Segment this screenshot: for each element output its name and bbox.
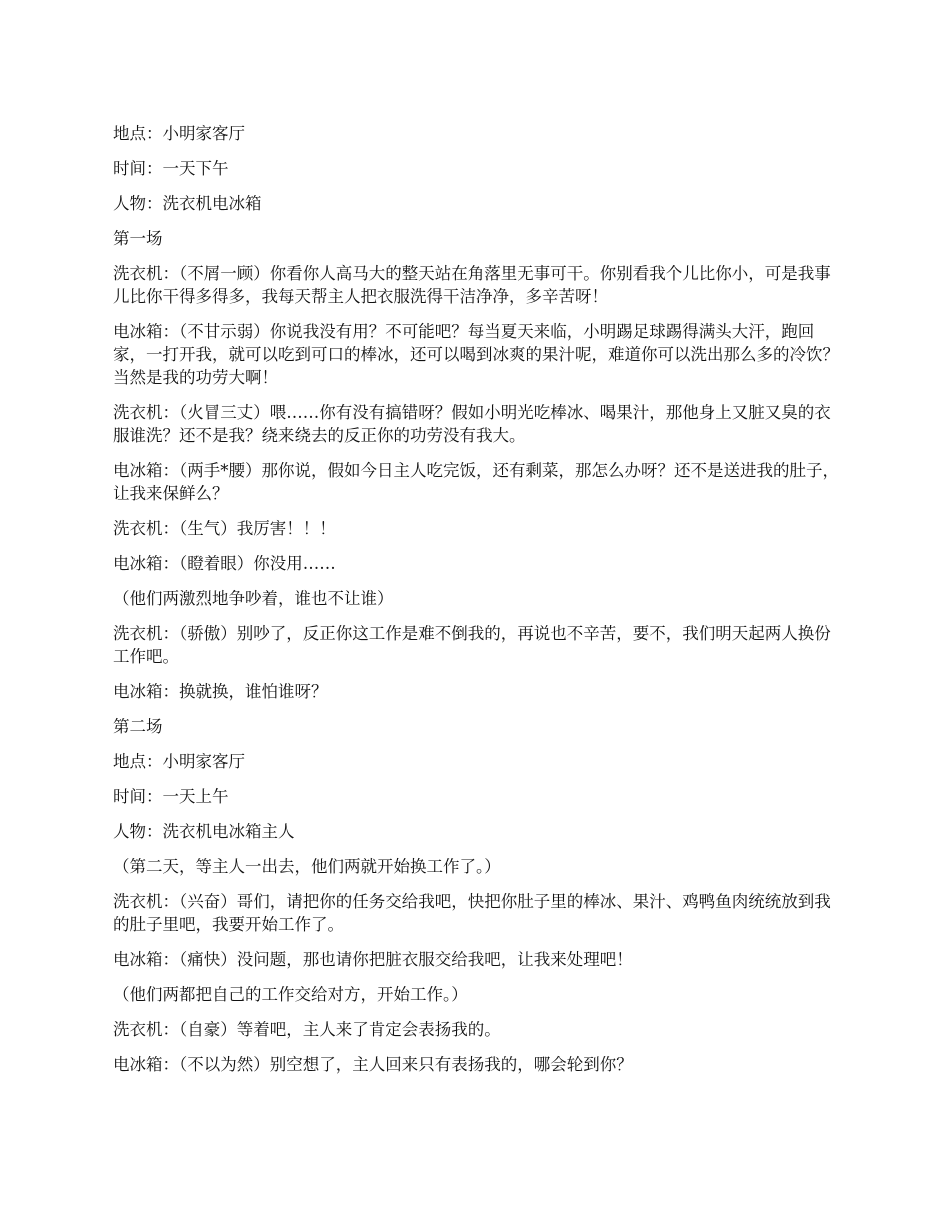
dialogue-line: 洗衣机：（自豪）等着吧，主人来了肯定会表扬我的。 — [113, 1020, 501, 1039]
dialogue-line: 洗衣机：（骄傲）别吵了，反正你这工作是难不倒我的，再说也不辛苦，要不，我们明天起两人换份工作吧。 — [113, 624, 831, 666]
scene-characters: 人物：洗衣机电冰箱主人 — [113, 822, 295, 841]
scene-location: 地点：小明家客厅 — [113, 124, 245, 143]
scene-heading: 第一场 — [113, 229, 163, 248]
stage-direction: （他们两激烈地争吵着，谁也不让谁） — [113, 589, 394, 608]
dialogue-line: 电冰箱：换就换，谁怕谁呀？ — [113, 682, 328, 701]
dialogue-line: 电冰箱：（不以为然）别空想了，主人回来只有表扬我的，哪会轮到你？ — [113, 1055, 633, 1074]
dialogue-line: 洗衣机：（兴奋）哥们，请把你的任务交给我吧，快把你肚子里的棒冰、果汁、鸡鸭鱼肉统统放到我的肚子里吧，我要开始工作了。 — [113, 892, 831, 934]
dialogue-line: 洗衣机：（不屑一顾）你看你人高马大的整天站在角落里无事可干。你别看我个儿比你小，可是我事儿比你干得多得多，我每天帮主人把衣服洗得干洁净净，多辛苦呀！ — [113, 264, 831, 306]
scene-location: 地点：小明家客厅 — [113, 752, 245, 771]
dialogue-line: 电冰箱：（两手*腰）那你说，假如今日主人吃完饭，还有剩菜，那怎么办呀？还不是送进我的肚子，让我来保鲜么？ — [113, 461, 839, 503]
dialogue-line: 洗衣机：（生气）我厉害！！！ — [113, 519, 336, 538]
scene-heading: 第二场 — [113, 717, 163, 736]
dialogue-line: 电冰箱：（瞪着眼）你没用…… — [113, 554, 336, 573]
dialogue-line: 电冰箱：（痛快）没问题，那也请你把脏衣服交给我吧，让我来处理吧！ — [113, 950, 633, 969]
scene-time: 时间：一天下午 — [113, 159, 229, 178]
stage-direction: （他们两都把自己的工作交给对方，开始工作。） — [113, 985, 468, 1004]
dialogue-line: 电冰箱：（不甘示弱）你说我没有用？不可能吧？每当夏天来临，小明踢足球踢得满头大汗，跑回家，一打开我，就可以吃到可口的棒冰，还可以喝到冰爽的果汁呢，难道你可以洗出那么多的冷饮？当然是我的功劳大啊！ — [113, 322, 839, 387]
document-body — [113, 122, 840, 1088]
scene-characters: 人物：洗衣机电冰箱 — [113, 194, 262, 213]
scene-time: 时间：一天上午 — [113, 787, 229, 806]
stage-direction: （第二天，等主人一出去，他们两就开始换工作了。） — [113, 857, 501, 876]
dialogue-line: 洗衣机：（火冒三丈）喂……你有没有搞错呀？假如小明光吃棒冰、喝果汁，那他身上又脏又臭的衣服谁洗？还不是我？绕来绕去的反正你的功劳没有我大。 — [113, 403, 831, 445]
